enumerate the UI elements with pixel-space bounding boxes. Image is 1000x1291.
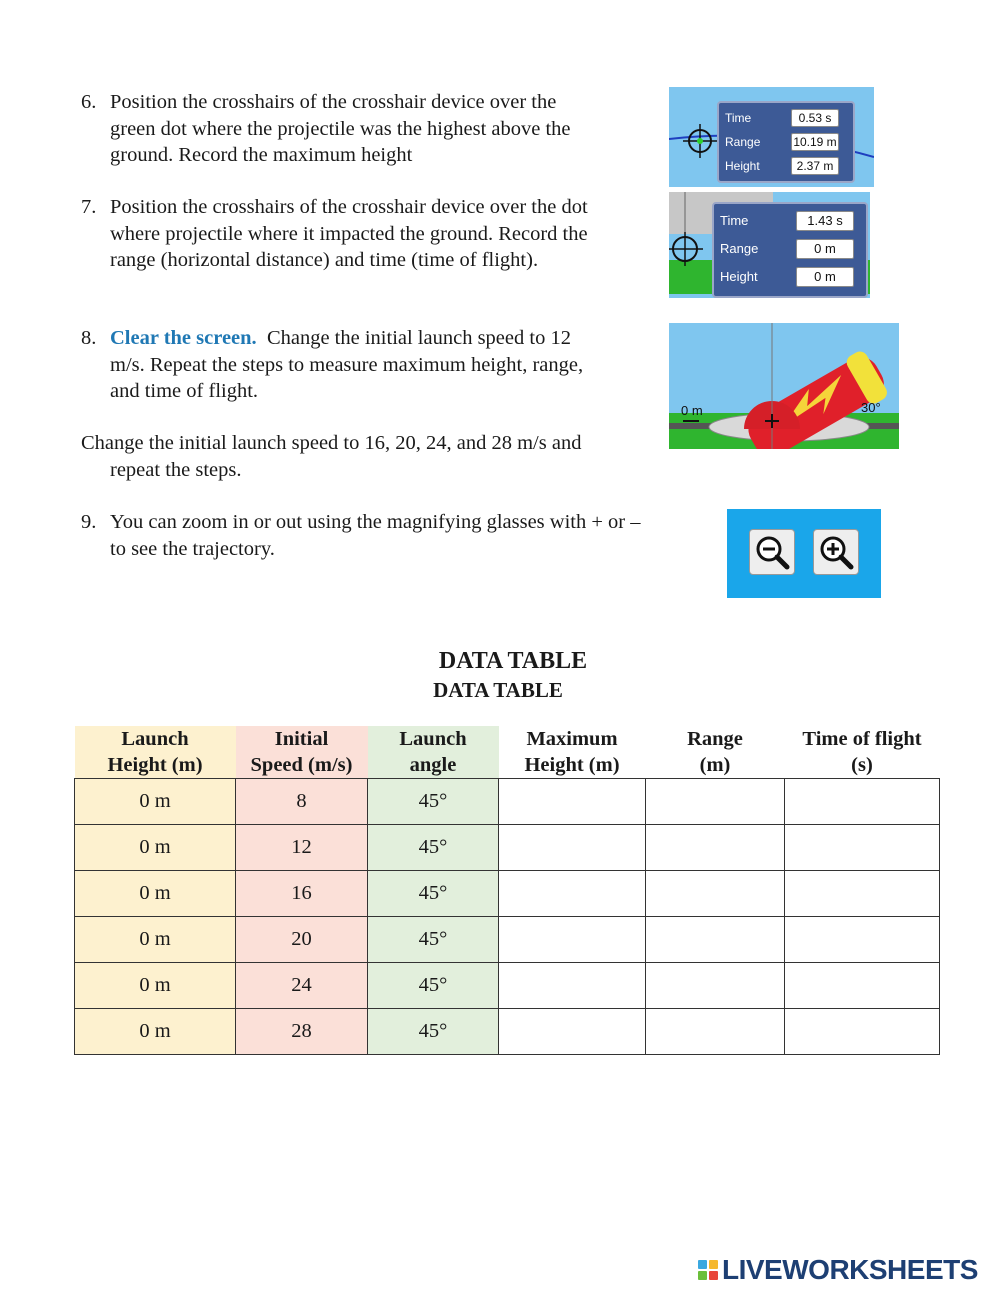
cell-range-input[interactable] [646,871,785,917]
step-line: range (horizontal distance) and time (time of flight). [110,249,539,271]
time-value: 1.43 s [796,211,854,231]
cell-launch-angle: 45° [368,917,499,963]
time-label: Time [725,111,752,125]
cell-launch-height: 0 m [75,871,236,917]
cell-max-height-input[interactable] [499,825,646,871]
step-line: m/s. Repeat the steps to measure maximum height, range, [110,353,584,376]
time-label: Time [720,213,749,228]
step-line: ground. Record the maximum height [110,144,413,166]
range-label: Range [720,241,759,256]
launch-height-label: 0 m [681,403,703,418]
cell-time-input[interactable] [785,917,940,963]
cell-max-height-input[interactable] [499,871,646,917]
zoom-out-icon [750,530,794,574]
cell-range-input[interactable] [646,917,785,963]
header-time-of-flight: Time of flight (s) [802,728,922,776]
cell-max-height-input[interactable] [499,917,646,963]
header-initial-speed: Initial Speed (m/s) [236,726,368,779]
range-value: 10.19 m [791,133,839,151]
max-height-screenshot [669,87,874,187]
green-dot-icon [697,138,703,144]
angle-label: 30° [861,400,881,415]
table-row [75,963,940,1009]
logo-text: LIVEWORKSHEETS [722,1254,978,1285]
cell-time-input[interactable] [785,825,940,871]
header-max-height: Maximum Height (m) [524,728,620,776]
cell-initial-speed: 28 [236,1009,368,1055]
table-header-row [75,726,940,779]
cell-launch-height: 0 m [75,825,236,871]
step-line: You can zoom in or out using the magnifying glasses with + or – [110,511,641,533]
step-6 [81,89,661,169]
table-row [75,871,940,917]
cell-launch-angle: 45° [368,1009,499,1055]
table-row [75,917,940,963]
cell-range-input[interactable] [646,1009,785,1055]
range-label: Range [725,135,761,149]
cell-initial-speed: 16 [236,871,368,917]
step-9 [81,509,721,562]
height-value: 2.37 m [791,157,839,175]
step-line: Position the crosshairs of the crosshair device over the dot [110,196,588,218]
logo-blocks-icon [698,1260,718,1280]
time-value: 0.53 s [791,109,839,127]
cannon-screenshot [669,323,899,449]
zoom-in-icon [814,530,858,574]
cell-launch-angle: 45° [368,825,499,871]
header-launch-angle: Launch angle [368,726,499,779]
step-line: to see the trajectory. [110,537,275,560]
step-number: 8. [81,327,97,349]
height-value: 0 m [796,267,854,287]
zoom-out-button[interactable] [749,529,795,575]
cell-initial-speed: 8 [236,779,368,825]
range-value: 0 m [796,239,854,259]
cell-time-input[interactable] [785,1009,940,1055]
step-number: 7. [81,196,97,218]
height-label: Height [725,159,760,173]
cell-launch-angle: 45° [368,963,499,1009]
cell-range-input[interactable] [646,963,785,1009]
table-row [75,825,940,871]
cell-launch-height: 0 m [75,917,236,963]
readout-box [712,202,868,298]
cell-max-height-input[interactable] [499,1009,646,1055]
readout-box [717,101,855,183]
cell-launch-height: 0 m [75,963,236,1009]
table-subtitle: DATA TABLE [433,678,563,702]
clear-screen-highlight: Clear the screen. [110,327,257,349]
step-number: 9. [81,511,97,533]
table-title: DATA TABLE [438,648,588,674]
cannon-svg [669,323,899,449]
cell-time-input[interactable] [785,871,940,917]
step-7 [81,194,671,274]
table-row [75,1009,940,1055]
header-launch-height: Launch Height (m) [75,726,236,779]
step-line: Change the initial launch speed to 12 [266,327,571,349]
step-line: and time of flight. [110,380,259,402]
cell-time-input[interactable] [785,779,940,825]
step-line: green dot where the projectile was the highest above the [110,117,571,140]
note-line: Change the initial launch speed to 16, 20, 24, and 28 m/s and [81,432,582,454]
cell-initial-speed: 24 [236,963,368,1009]
note-line: repeat the steps. [110,458,242,481]
cell-launch-angle: 45° [368,871,499,917]
cell-initial-speed: 12 [236,825,368,871]
zoom-in-button[interactable] [813,529,859,575]
table-row [75,779,940,825]
step-line: Position the crosshairs of the crosshair device over the [110,91,557,113]
cell-launch-angle: 45° [368,779,499,825]
height-label: Height [720,269,758,284]
header-range: Range (m) [687,728,743,776]
impact-screenshot [669,192,870,298]
cell-time-input[interactable] [785,963,940,1009]
step-8 [81,325,671,405]
data-table [74,726,940,1055]
cell-launch-height: 0 m [75,779,236,825]
cell-range-input[interactable] [646,779,785,825]
cell-launch-height: 0 m [75,1009,236,1055]
cell-range-input[interactable] [646,825,785,871]
step-line: where projectile where it impacted the ground. Record the [110,222,588,245]
cell-initial-speed: 20 [236,917,368,963]
speed-note [81,430,661,483]
liveworksheets-logo [698,1255,978,1285]
zoom-screenshot [727,509,881,598]
cell-max-height-input[interactable] [499,779,646,825]
step-number: 6. [81,91,97,113]
cell-max-height-input[interactable] [499,963,646,1009]
